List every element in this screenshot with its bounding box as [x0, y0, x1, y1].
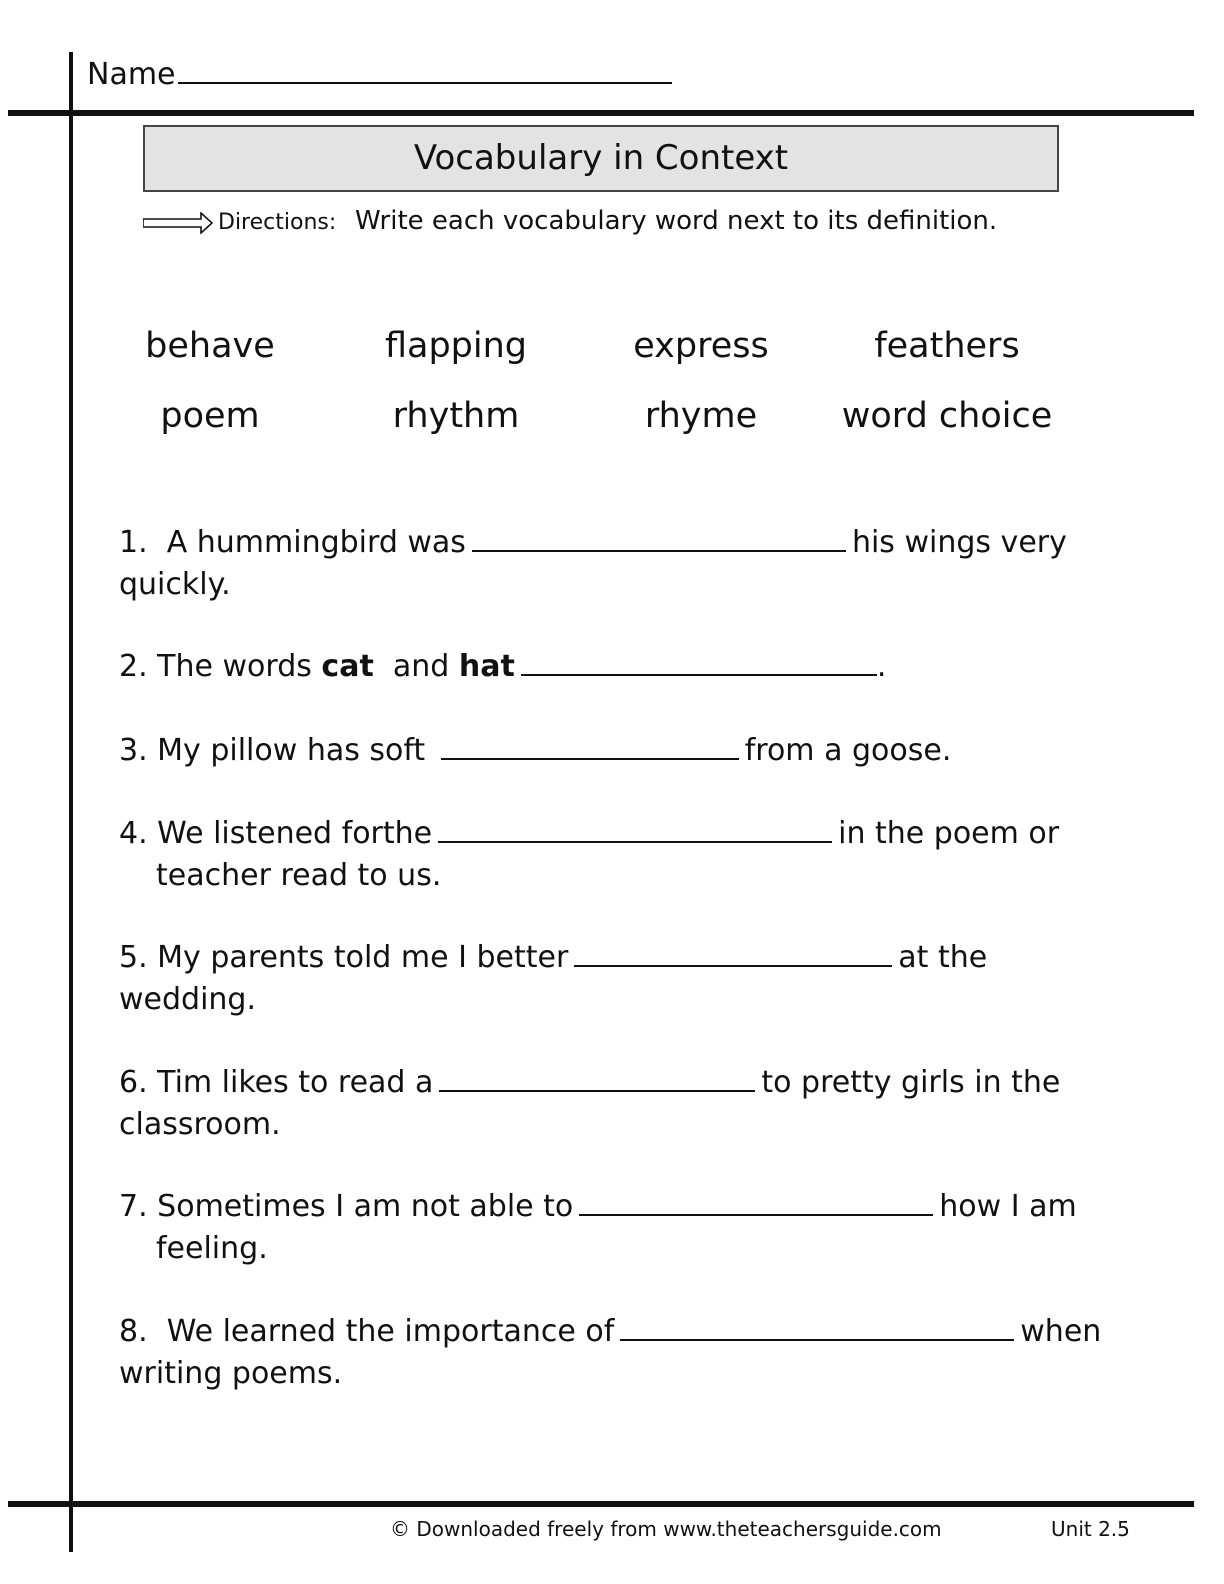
question-number: 6. — [119, 1065, 148, 1100]
question-text: . — [876, 649, 887, 684]
question-keyword: hat — [458, 649, 515, 684]
question-2 — [119, 646, 1119, 688]
answer-blank[interactable] — [441, 732, 739, 760]
question-5 — [119, 937, 1119, 1021]
question-text: classroom. — [119, 1107, 281, 1142]
question-number: 2. — [119, 649, 148, 684]
answer-blank[interactable] — [472, 524, 846, 552]
directions-label: Directions: — [218, 210, 337, 235]
header-rule — [8, 110, 1194, 116]
question-text: teacher read to us. — [156, 858, 442, 893]
name-label: Name — [87, 57, 176, 92]
question-4 — [119, 813, 1119, 897]
footer-credit: © Downloaded freely from www.theteachersguide.com — [390, 1517, 942, 1541]
question-text: wedding. — [119, 982, 257, 1017]
question-text: in the poem or — [838, 816, 1060, 851]
question-number: 8. — [119, 1314, 148, 1349]
question-6 — [119, 1062, 1119, 1146]
question-text: We listened forthe — [157, 816, 433, 851]
question-text: at the — [898, 940, 988, 975]
question-text: My parents told me I better — [157, 940, 569, 975]
name-blank[interactable] — [178, 50, 672, 84]
question-number: 3. — [119, 733, 148, 768]
word-bank-item: rhythm — [392, 396, 520, 436]
question-number: 7. — [119, 1189, 148, 1224]
question-text: The words — [157, 649, 312, 684]
answer-blank[interactable] — [620, 1313, 1014, 1341]
question-text: Tim likes to read a — [157, 1065, 434, 1100]
question-8 — [119, 1311, 1119, 1395]
question-number: 1. — [119, 525, 148, 560]
word-bank-item: rhyme — [644, 396, 758, 436]
question-text: My pillow has soft — [157, 733, 426, 768]
answer-blank[interactable] — [438, 815, 832, 843]
question-text: quickly. — [119, 567, 231, 602]
left-margin-rule — [69, 52, 73, 1552]
answer-blank[interactable] — [521, 648, 877, 676]
question-text: Sometimes I am not able to — [157, 1189, 574, 1224]
word-bank-item: poem — [160, 396, 260, 436]
answer-blank[interactable] — [439, 1064, 755, 1092]
footer-unit: Unit 2.5 — [1051, 1517, 1130, 1541]
question-text: to pretty girls in the — [761, 1065, 1061, 1100]
footer-rule — [8, 1501, 1194, 1507]
question-number: 5. — [119, 940, 148, 975]
question-1 — [119, 522, 1119, 606]
question-text: We learned the importance of — [166, 1314, 615, 1349]
question-text: when — [1020, 1314, 1102, 1349]
word-bank-item: behave — [145, 326, 275, 366]
word-bank-item: feathers — [874, 326, 1020, 366]
answer-blank[interactable] — [574, 939, 892, 967]
question-text: his wings very — [851, 525, 1067, 560]
question-keyword: cat — [321, 649, 374, 684]
question-text: A hummingbird was — [166, 525, 466, 560]
arrow-right-icon — [143, 212, 213, 234]
question-text: how I am — [939, 1189, 1077, 1224]
answer-blank[interactable] — [579, 1188, 933, 1216]
name-field — [87, 50, 672, 97]
question-text: writing poems. — [119, 1356, 343, 1391]
question-text: from a goose. — [744, 733, 952, 768]
question-text: and — [392, 649, 450, 684]
word-bank-item: flapping — [384, 326, 528, 366]
word-bank-item: word choice — [841, 396, 1053, 436]
directions-text: Write each vocabulary word next to its definition. — [355, 206, 998, 236]
question-text: feeling. — [156, 1231, 268, 1266]
question-number: 4. — [119, 816, 148, 851]
question-7 — [119, 1186, 1119, 1270]
question-3 — [119, 730, 1119, 772]
word-bank-item: express — [633, 326, 769, 366]
worksheet-title: Vocabulary in Context — [143, 125, 1059, 192]
